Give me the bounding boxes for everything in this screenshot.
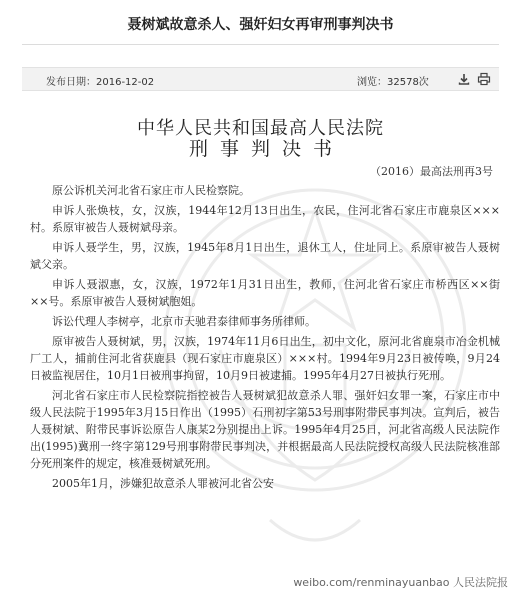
view-count: 浏览：32578次	[357, 77, 429, 88]
case-number: （2016）最高法刑再3号	[370, 165, 493, 178]
download-icon[interactable]	[457, 72, 471, 86]
paragraph-case-history: 河北省石家庄市人民检察院指控被告人聂树斌犯故意杀人罪、强奸妇女罪一案，石家庄市中级人民法院于1995年3月15日作出（1995）石刑初字第53号刑事附带民事判决。宣判后，被告人聂树斌、附带民事诉讼原告人康某2分别提出上诉。1995年4月25日，河北省高级人民法院作出(1995)冀刑一终字第129号刑事附带民事判决，并根据最高人民法院授权高级人民法院核准部分死刑案件的规定，核准聂树斌死刑。	[30, 389, 500, 470]
meta-bar	[22, 67, 499, 91]
weibo-watermark: weibo.com/renminayuanbao 人民法院报	[290, 573, 511, 591]
title-divider	[22, 44, 499, 45]
paragraph-defendant: 原审被告人聂树斌，男，汉族，1974年11月6日出生，初中文化，原河北省鹿泉市冶金机械厂工人，捕前住河北省获鹿县（现石家庄市鹿泉区）×××村。1994年9月23日被传唤，9月24日被监视居住，10月1日被刑事拘留，10月9日被逮捕。1995年4月27日被执行死刑。	[30, 335, 500, 382]
page-title: 聂树斌故意杀人、强奸妇女再审刑事判决书	[127, 17, 394, 33]
paragraph-petitioner-mother: 申诉人张焕枝，女，汉族，1944年12月13日出生，农民，住河北省石家庄市鹿泉区×××村。系原审被告人聂树斌母亲。	[30, 204, 500, 234]
paragraph-petitioner-father: 申诉人聂学生，男，汉族，1945年8月1日出生，退休工人，住址同上。系原审被告人聂树斌父亲。	[30, 241, 500, 271]
paragraph-2005: 2005年1月，涉嫌犯故意杀人罪被河北省公安	[52, 477, 274, 490]
document-type: 刑事判决书	[188, 138, 344, 160]
paragraph-agent: 诉讼代理人李树亭，北京市天驰君泰律师事务所律师。	[52, 315, 316, 328]
publish-date: 发布日期：2016-12-02	[46, 77, 155, 88]
judgment-body	[30, 182, 500, 495]
paragraph-petitioner-sister: 申诉人聂淑惠，女，汉族，1972年1月31日出生，教师，住河北省石家庄市桥西区××街××号。系原审被告人聂树斌胞姐。	[30, 278, 500, 308]
paragraph-prosecutor: 原公诉机关河北省石家庄市人民检察院。	[52, 184, 250, 197]
meta-actions	[457, 72, 491, 86]
court-name: 中华人民共和国最高人民法院	[137, 118, 384, 139]
print-icon[interactable]	[477, 72, 491, 86]
